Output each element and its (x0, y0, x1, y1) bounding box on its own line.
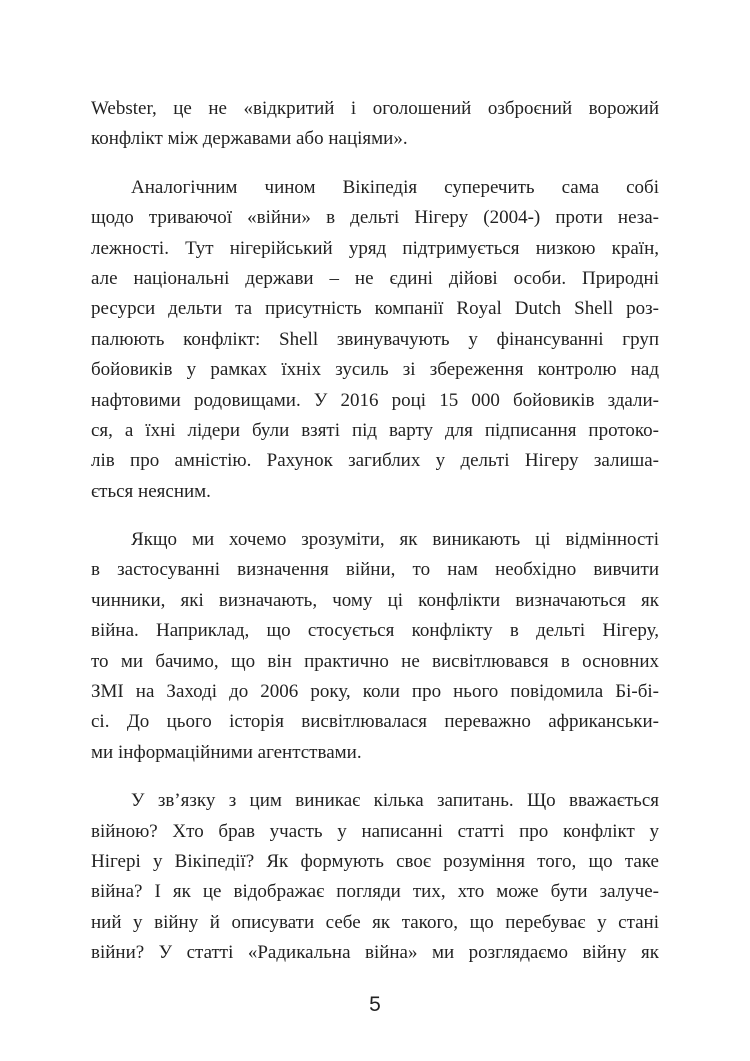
text-line: ЗМІ на Заході до 2006 року, коли про нього повідомила Бі-бі- (91, 681, 659, 703)
text-line: війна. Наприклад, що стосується конфлікту в дельті Нігеру, (91, 620, 659, 642)
text-line: ресурси дельти та присутність компанії Royal Dutch Shell роз- (91, 298, 659, 320)
text-line: палюють конфлікт: Shell звинувачують у фінансуванні груп (91, 328, 659, 350)
text-line: Аналогічним чином Вікіпедія суперечить сама собі (131, 176, 659, 198)
text-line: конфлікт між державами або націями». (91, 128, 408, 150)
text-line: але національні держави – не єдині дійові особи. Природні (91, 267, 659, 289)
text-line: ми інформаційними агентствами. (91, 741, 362, 763)
text-line: нафтовими родовищами. У 2016 році 15 000 бойовиків здали- (91, 389, 659, 411)
paragraph-3 (91, 525, 659, 768)
text-line: сі. До цього історія висвітлювалася переважно африканськи- (91, 711, 659, 733)
document-body (91, 94, 659, 987)
text-line: війна? І як це відображає погляди тих, хто може бути залуче- (91, 881, 659, 903)
paragraph-1 (91, 94, 659, 155)
text-line: лежності. Тут нігерійський уряд підтримується низкою країн, (91, 237, 659, 259)
text-line: війною? Хто брав участь у написанні статті про конфлікт у (91, 820, 659, 842)
text-line: ся, а їхні лідери були взяті під варту для підписання протоко- (91, 419, 659, 441)
text-line: Webster, це не «відкритий і оголошений озброєний ворожий (91, 98, 659, 119)
paragraph-4 (91, 786, 659, 968)
text-line: У зв’язку з цим виникає кілька запитань. Що вважається (131, 790, 659, 812)
text-line: лів про амністію. Рахунок загиблих у дельті Нігеру залиша- (91, 450, 659, 472)
text-line: війни? У статті «Радикальна війна» ми розглядаємо війну як (91, 942, 659, 964)
text-line: чинники, які визначають, чому ці конфлікти визначаються як (91, 589, 659, 611)
text-line: Якщо ми хочемо зрозуміти, як виникають ці відмінності (131, 529, 659, 551)
text-line: ється неясним. (91, 480, 211, 502)
text-line: ний у війну й описувати себе як такого, що перебуває у стані (91, 911, 659, 933)
text-line: Нігері у Вікіпедії? Як формують своє розуміння того, що таке (91, 850, 659, 872)
paragraph-2 (91, 173, 659, 507)
page-number: 5 (369, 993, 381, 1016)
text-line: бойовиків у рамках їхніх зусиль зі збереження контролю над (91, 359, 659, 381)
text-line: щодо триваючої «війни» в дельті Нігеру (2004-) проти неза- (91, 207, 659, 229)
text-line: то ми бачимо, що він практично не висвітлювався в основних (91, 650, 659, 672)
text-line: в застосуванні визначення війни, то нам необхідно вивчити (91, 559, 659, 581)
